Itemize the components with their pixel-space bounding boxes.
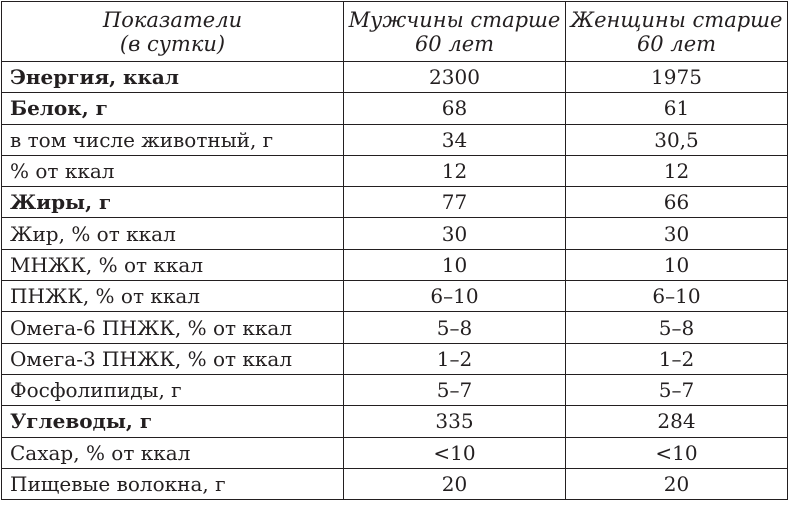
- men-value: 5–8: [344, 312, 566, 343]
- nutrition-table: [1, 1, 788, 500]
- header-indicator-line1: Показатели: [102, 7, 243, 32]
- row-label: в том числе животный, г: [2, 124, 344, 155]
- women-value: 284: [566, 406, 788, 437]
- women-value: 1–2: [566, 343, 788, 374]
- women-value: 5–7: [566, 374, 788, 405]
- men-value: <10: [344, 437, 566, 468]
- row-label: Углеводы, г: [2, 406, 344, 437]
- row-label: Белок, г: [2, 93, 344, 124]
- row-label: Омега-3 ПНЖК, % от ккал: [2, 343, 344, 374]
- table-row: [2, 374, 788, 405]
- row-label: Сахар, % от ккал: [2, 437, 344, 468]
- row-label: Жиры, г: [2, 187, 344, 218]
- header-women: [566, 2, 788, 62]
- men-value: 34: [344, 124, 566, 155]
- header-indicator-line2: (в сутки): [119, 31, 226, 56]
- men-value: 10: [344, 249, 566, 280]
- women-value: 20: [566, 468, 788, 499]
- men-value: 335: [344, 406, 566, 437]
- men-value: 77: [344, 187, 566, 218]
- header-men-line2: 60 лет: [414, 31, 495, 56]
- women-value: 30: [566, 218, 788, 249]
- row-label: % от ккал: [2, 155, 344, 186]
- men-value: 5–7: [344, 374, 566, 405]
- row-label: Жир, % от ккал: [2, 218, 344, 249]
- women-value: 61: [566, 93, 788, 124]
- men-value: 12: [344, 155, 566, 186]
- header-row: [2, 2, 788, 62]
- table-row: [2, 468, 788, 499]
- row-label: Фосфолипиды, г: [2, 374, 344, 405]
- table-row: [2, 343, 788, 374]
- table-row: [2, 312, 788, 343]
- row-label: Энергия, ккал: [2, 62, 344, 93]
- women-value: 1975: [566, 62, 788, 93]
- row-label: ПНЖК, % от ккал: [2, 281, 344, 312]
- men-value: 30: [344, 218, 566, 249]
- table-row: [2, 187, 788, 218]
- men-value: 20: [344, 468, 566, 499]
- women-value: 12: [566, 155, 788, 186]
- women-value: 6–10: [566, 281, 788, 312]
- header-women-line1: Женщины старше: [570, 7, 783, 32]
- header-men-line1: Мужчины старше: [348, 7, 561, 32]
- row-label: МНЖК, % от ккал: [2, 249, 344, 280]
- table-body: [2, 62, 788, 500]
- women-value: 5–8: [566, 312, 788, 343]
- table-row: [2, 62, 788, 93]
- header-indicator: [2, 2, 344, 62]
- men-value: 6–10: [344, 281, 566, 312]
- women-value: 10: [566, 249, 788, 280]
- row-label: Омега-6 ПНЖК, % от ккал: [2, 312, 344, 343]
- header-men: [344, 2, 566, 62]
- table-row: [2, 124, 788, 155]
- row-label: Пищевые волокна, г: [2, 468, 344, 499]
- men-value: 1–2: [344, 343, 566, 374]
- table-row: [2, 218, 788, 249]
- table-row: [2, 155, 788, 186]
- table-row: [2, 93, 788, 124]
- table-row: [2, 437, 788, 468]
- women-value: <10: [566, 437, 788, 468]
- header-women-line2: 60 лет: [636, 31, 717, 56]
- table-row: [2, 249, 788, 280]
- men-value: 2300: [344, 62, 566, 93]
- women-value: 66: [566, 187, 788, 218]
- table-row: [2, 406, 788, 437]
- women-value: 30,5: [566, 124, 788, 155]
- table-row: [2, 281, 788, 312]
- men-value: 68: [344, 93, 566, 124]
